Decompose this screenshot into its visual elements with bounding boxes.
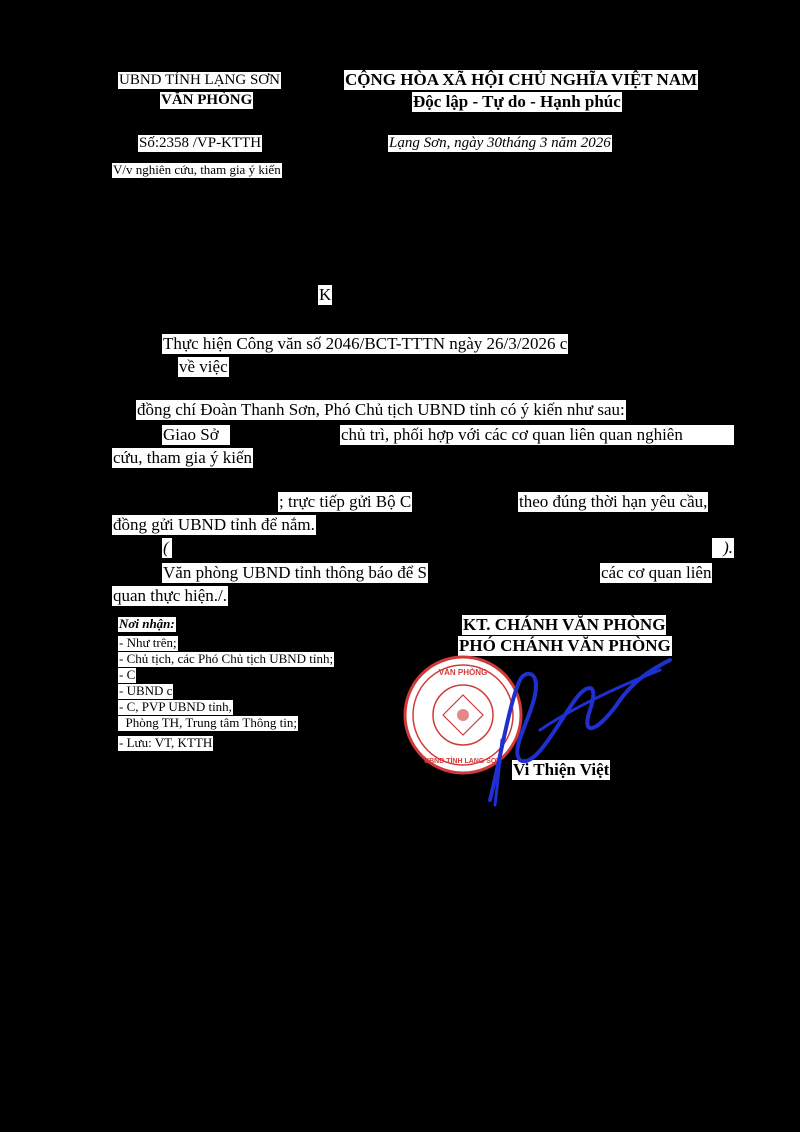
paragraph-4-line-2: đồng gửi UBND tỉnh để nắm.: [113, 515, 315, 534]
redaction: [172, 538, 712, 558]
signature-title-2: PHÓ CHÁNH VĂN PHÒNG: [459, 636, 671, 655]
stamp-text-top: VĂN PHÒNG: [438, 668, 488, 677]
paragraph-6-text-b: các cơ quan liên: [601, 563, 712, 582]
paragraph-3-text-b: chủ trì, phối hợp với các cơ quan liên quan nghiên: [341, 425, 683, 444]
paragraph-4-text-a: ; trực tiếp gửi Bộ C: [279, 492, 412, 511]
recipient-item: - Như trên;: [119, 635, 177, 650]
recipient-item: - UBND c: [119, 683, 173, 698]
agency-name: UBND TỈNH LẠNG SƠN: [119, 72, 280, 88]
signer-name: Vi Thiện Việt: [513, 760, 610, 779]
document-number: Số:2358 /VP-KTTH: [139, 135, 262, 151]
paragraph-5-close: ).: [723, 538, 733, 557]
paragraph-6-text-a: Văn phòng UBND tỉnh thông báo để S: [163, 563, 427, 582]
office-name: VĂN PHÒNG: [161, 92, 253, 108]
paragraph-3-line-2: cứu, tham gia ý kiến: [113, 448, 253, 467]
paragraph-2-line-1: đồng chí Đoàn Thanh Sơn, Phó Chủ tịch UBND tỉnh có ý kiến như sau:: [137, 400, 625, 419]
paragraph-4-text-b: theo đúng thời hạn yêu cầu,: [519, 492, 708, 511]
recipient-item: - C: [119, 667, 136, 682]
redaction: [230, 425, 340, 447]
recipient-item: - Chủ tịch, các Phó Chủ tịch UBND tỉnh;: [119, 651, 334, 666]
paragraph-3-text-a: Giao Sở: [163, 425, 219, 444]
handwritten-signature-icon: [480, 640, 680, 810]
stamp-text-bottom: UBND TỈNH LẠNG SƠN: [424, 758, 502, 765]
recipient-item: Phòng TH, Trung tâm Thông tin;: [119, 715, 297, 730]
paragraph-1-line-1: Thực hiện Công văn số 2046/BCT-TTTN ngày 26/3/2026 c: [163, 334, 568, 353]
paragraph-6-line-2: quan thực hiện./.: [113, 586, 228, 605]
document-subject: V/v nghiên cứu, tham gia ý kiến: [113, 162, 281, 177]
signature-title-1: KT. CHÁNH VĂN PHÒNG: [463, 615, 666, 634]
recipients-title: Nơi nhận:: [119, 616, 175, 631]
recipient-fragment: K: [319, 285, 332, 304]
place-date: Lạng Sơn, ngày 30tháng 3 năm 2026: [389, 135, 611, 151]
recipient-item: - Lưu: VT, KTTH: [119, 735, 213, 750]
paragraph-5-open: (: [163, 538, 169, 557]
national-motto: Độc lập - Tự do - Hạnh phúc: [413, 92, 621, 111]
paragraph-1-line-2: về việc: [179, 357, 228, 376]
national-title: CỘNG HÒA XÃ HỘI CHỦ NGHĨA VIỆT NAM: [345, 70, 698, 89]
recipient-item: - C, PVP UBND tỉnh,: [119, 699, 232, 714]
